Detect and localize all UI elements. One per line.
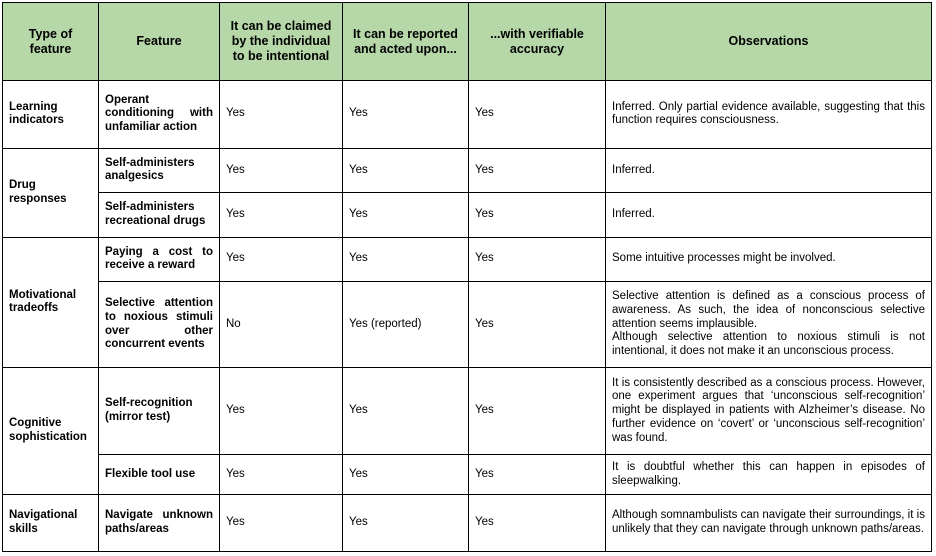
verifiable-cell: Yes [469, 282, 606, 368]
header-feature: Feature [99, 3, 220, 81]
reported-cell: Yes (reported) [343, 282, 469, 368]
reported-cell: Yes [343, 495, 469, 552]
intentional-cell: Yes [220, 454, 343, 494]
feature-cell: Self-recognition (mirror test) [99, 368, 220, 455]
feature-cell: Self-administers recreational drugs [99, 193, 220, 237]
observation-text: It is doubtful whether this can happen in episodes of sleepwalking. [612, 460, 925, 487]
observation-text: Inferred. [612, 208, 655, 221]
reported-cell: Yes [343, 193, 469, 237]
table-row [3, 282, 932, 368]
type-cell: Learning indicators [3, 81, 99, 149]
type-cell: Cognitive sophistication [3, 368, 99, 495]
intentional-cell: Yes [220, 368, 343, 455]
observation-text: Although selective attention to noxious stimuli is not intentional, it does not make it an unconscious process. [612, 331, 925, 358]
feature-cell: Operant conditioning with unfamiliar action [99, 81, 220, 149]
feature-cell: Self-administers analgesics [99, 148, 220, 192]
table-row [3, 368, 932, 455]
header-type-of-feature: Type of feature [3, 3, 99, 81]
verifiable-cell: Yes [469, 454, 606, 494]
observations-cell [606, 454, 932, 494]
type-cell: Navigational skills [3, 495, 99, 552]
table-row [3, 495, 932, 552]
feature-cell: Selective attention to noxious stimuli over other concurrent events [99, 282, 220, 368]
observations-cell [606, 282, 932, 368]
header-verifiable: ...with verifiable accuracy [469, 3, 606, 81]
verifiable-cell: Yes [469, 193, 606, 237]
table-row [3, 237, 932, 281]
header-reported: It can be reported and acted upon... [343, 3, 469, 81]
feature-cell: Navigate unknown paths/areas [99, 495, 220, 552]
intentional-cell: Yes [220, 237, 343, 281]
reported-cell: Yes [343, 237, 469, 281]
header-row [3, 3, 932, 81]
header-observations: Observations [606, 3, 932, 81]
reported-cell: Yes [343, 81, 469, 149]
verifiable-cell: Yes [469, 495, 606, 552]
observation-text: Inferred. [612, 163, 655, 176]
reported-cell: Yes [343, 454, 469, 494]
intentional-cell: No [220, 282, 343, 368]
observations-cell [606, 237, 932, 281]
observation-text: It is consistently described as a conscious process. However, one experiment argues that ‘unconscious self-recognition’ might be displayed in patients with Alzheimer’s disease. No further evidence on ‘covert’ or ‘unconscious self-recognition’ was found. [612, 376, 925, 444]
observation-text: Selective attention is defined as a conscious process of awareness. As such, the idea of nonconscious selective attention seems implausible. [612, 290, 925, 330]
verifiable-cell: Yes [469, 81, 606, 149]
features-table [2, 2, 932, 552]
observations-cell [606, 368, 932, 455]
verifiable-cell: Yes [469, 368, 606, 455]
table-row [3, 193, 932, 237]
reported-cell: Yes [343, 148, 469, 192]
table-row [3, 81, 932, 149]
type-cell: Drug responses [3, 148, 99, 237]
table-row [3, 454, 932, 494]
observation-text: Inferred. Only partial evidence available, suggesting that this function requires consciousness. [612, 100, 925, 127]
observations-cell [606, 148, 932, 192]
intentional-cell: Yes [220, 495, 343, 552]
intentional-cell: Yes [220, 148, 343, 192]
observations-cell [606, 495, 932, 552]
verifiable-cell: Yes [469, 237, 606, 281]
observations-cell [606, 81, 932, 149]
observation-text: Some intuitive processes might be involved. [612, 252, 836, 265]
header-intentional: It can be claimed by the individual to be intentional [220, 3, 343, 81]
feature-cell: Flexible tool use [99, 454, 220, 494]
table-row [3, 148, 932, 192]
reported-cell: Yes [343, 368, 469, 455]
intentional-cell: Yes [220, 193, 343, 237]
observation-text: Although somnambulists can navigate their surroundings, it is unlikely that they can navigate through unknown paths/areas. [612, 509, 925, 536]
intentional-cell: Yes [220, 81, 343, 149]
feature-cell: Paying a cost to receive a reward [99, 237, 220, 281]
observations-cell [606, 193, 932, 237]
type-cell: Motivational tradeoffs [3, 237, 99, 367]
verifiable-cell: Yes [469, 148, 606, 192]
